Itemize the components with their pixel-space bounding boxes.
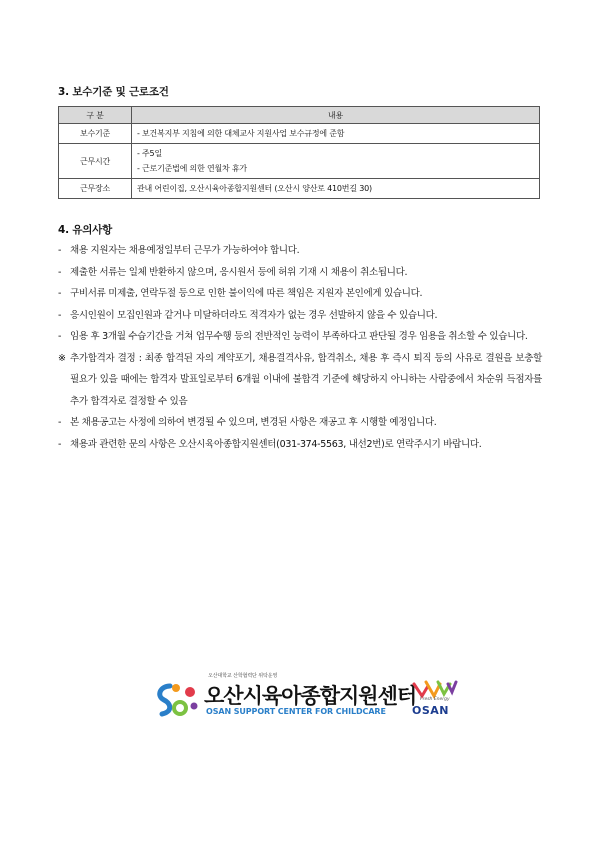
note-text: 임용 후 3개월 수습기간을 거쳐 업무수행 등의 전반적인 능력이 부족하다고 판단될 경우 임용을 취소할 수 있습니다. [70, 331, 528, 342]
list-item [58, 283, 542, 305]
list-item [58, 326, 542, 348]
osan-text: OSAN [412, 704, 449, 717]
note-text: 구비서류 미제출, 연락두절 등으로 인한 불이익에 따른 책임은 지원자 본인에게 있습니다. [70, 288, 423, 299]
row-value-line: - 근로기준법에 의한 연월차 휴가 [137, 164, 247, 173]
list-item [58, 434, 542, 456]
table-row [59, 179, 540, 199]
section4-title: 4. 유의사항 [58, 224, 113, 236]
note-text: 제출한 서류는 일체 반환하지 않으며, 응시원서 등에 허위 기재 시 채용이 취소됩니다. [70, 266, 408, 278]
note-text: 채용과 관련한 문의 사항은 오산시육아종합지원센터(031-374-5563, 내선2번)로 연락주시기 바랍니다. [70, 438, 482, 450]
note-marker: - [58, 245, 62, 256]
conditions-table [58, 106, 540, 199]
list-item [58, 348, 542, 413]
note-marker: - [58, 438, 62, 450]
note-marker: ※ [58, 352, 66, 364]
note-text: 채용 지원자는 채용예정일부터 근무가 가능하여야 합니다. [70, 245, 300, 256]
row-value-hours [132, 144, 540, 179]
row-label-hours: 근무시간 [59, 144, 132, 179]
header-content: 내용 [132, 107, 540, 124]
fresh-energy-text: Fresh Energy [420, 697, 450, 702]
note-marker: - [58, 309, 62, 321]
list-item [58, 262, 542, 284]
note-marker: - [58, 266, 62, 278]
row-value-pay [132, 124, 540, 144]
note-text: 추가합격자 결정 : 최종 합격된 자의 계약포기, 채용결격사유, 합격취소, 채용 후 즉시 퇴직 등의 사유로 결원을 보충할 필요가 있을 때에는 합격자 발표일로부터 6개월 이내에 불합격 기준에 해당하지 아니하는 사람중에서 차순위 득점자를 추가 합격자로 결정할 수 있음 [70, 352, 542, 407]
section3-title: 3. 보수기준 및 근로조건 [58, 86, 169, 98]
note-marker: - [58, 331, 62, 342]
center-logo-mark-icon [154, 680, 200, 722]
note-text: 본 채용공고는 사정에 의하여 변경될 수 있으며, 변경된 사항은 재공고 후 시행할 예정입니다. [70, 417, 437, 428]
row-value-line: 관내 어린이집, 오산시육아종합지원센터 (오산시 양산로 410번길 30) [137, 184, 372, 193]
table-row [59, 124, 540, 144]
row-label-pay: 보수기준 [59, 124, 132, 144]
notes-list [58, 240, 542, 455]
row-value-location [132, 179, 540, 199]
logo-tagline: 오산대학교 산학협력단 위탁운영 [208, 673, 278, 679]
row-value-line: - 주5일 [137, 149, 162, 158]
note-marker: - [58, 288, 62, 299]
table-header-row [59, 107, 540, 124]
center-logo [154, 672, 464, 722]
row-value-line: - 보건복지부 지침에 의한 대체교사 지원사업 보수규정에 준함 [137, 129, 345, 138]
row-label-location: 근무장소 [59, 179, 132, 199]
list-item [58, 240, 542, 262]
note-marker: - [58, 417, 62, 428]
table-row [59, 144, 540, 179]
logo-name-en: OSAN SUPPORT CENTER FOR CHILDCARE [206, 707, 386, 716]
list-item [58, 412, 542, 434]
note-text: 응시인원이 모집인원과 같거나 미달하더라도 적격자가 없는 경우 선발하지 않을 수 있습니다. [70, 309, 438, 321]
logo-name-kr: 오산시육아종합지원센터 [204, 684, 417, 708]
header-category: 구 분 [59, 107, 132, 124]
list-item [58, 305, 542, 327]
